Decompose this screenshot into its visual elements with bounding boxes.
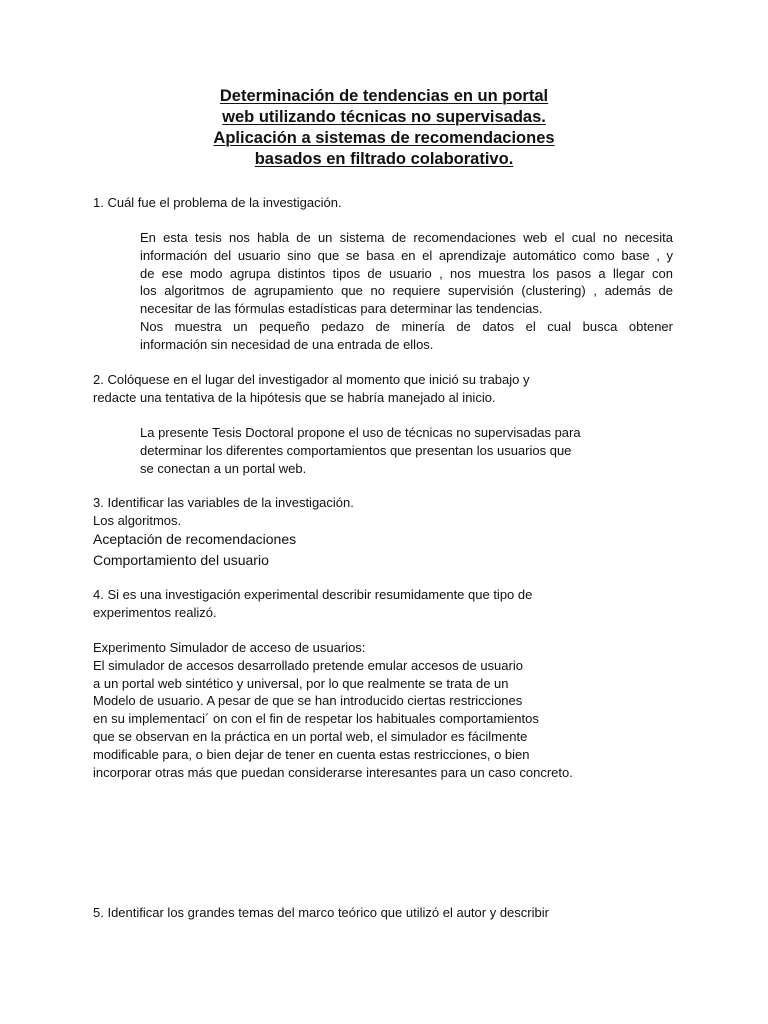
experiment-description — [93, 639, 573, 781]
answer-1-line: necesitar de las fórmulas estadísticas para determinar las tendencias. — [140, 301, 543, 317]
title-line: Aplicación a sistemas de recomendaciones — [213, 129, 555, 147]
question-4-line: experimentos realizó. — [93, 604, 217, 620]
experiment-line: que se observan en la práctica en un portal web, el simulador es fácilmente — [93, 728, 528, 744]
variable-item: Aceptación de recomendaciones — [93, 531, 297, 547]
variable-item: Los algoritmos. — [93, 513, 182, 528]
title-line: basados en filtrado colaborativo. — [254, 150, 514, 168]
question-3: 3. Identificar las variables de la investigación. — [93, 495, 354, 510]
experiment-line: El simulador de accesos desarrollado pretende emular accesos de usuario — [93, 657, 523, 673]
question-2-line: redacte una tentativa de la hipótesis que se habría manejado al inicio. — [93, 389, 496, 405]
question-5: 5. Identificar los grandes temas del marco teórico que utilizó el autor y describir — [93, 905, 549, 920]
answer-1-line: En esta tesis nos habla de un sistema de recomendaciones web el cual no necesita — [140, 230, 673, 245]
question-4 — [93, 586, 532, 622]
experiment-line: modificable para, o bien dejar de tener en cuenta estas restricciones, o bien — [93, 746, 530, 762]
experiment-line: a un portal web sintético y universal, por lo que realmente se trata de un — [93, 675, 509, 691]
answer-2-line: La presente Tesis Doctoral propone el uso de técnicas no supervisadas para — [140, 425, 581, 440]
title-line: web utilizando técnicas no supervisadas. — [222, 108, 546, 126]
question-2 — [93, 371, 529, 407]
experiment-line: en su implementaci´ on con el fin de respetar los habituales comportamientos — [93, 711, 539, 727]
answer-2-line: determinar los diferentes comportamientos que presentan los usuarios que — [140, 442, 572, 458]
answer-1 — [140, 229, 673, 354]
experiment-line: Experimento Simulador de acceso de usuarios: — [93, 640, 366, 655]
title-line: Determinación de tendencias en un portal — [219, 87, 549, 105]
answer-2-line: se conectan a un portal web. — [140, 460, 307, 476]
question-1: 1. Cuál fue el problema de la investigación. — [93, 195, 342, 210]
answer-1-line: información sin necesidad de una entrada de ellos. — [140, 336, 434, 352]
experiment-line: Modelo de usuario. A pesar de que se han introducido ciertas restricciones — [93, 693, 523, 709]
answer-1-line: Nos muestra un pequeño pedazo de minería de datos el cual busca obtener — [140, 318, 673, 334]
variable-item: Comportamiento del usuario — [93, 552, 269, 568]
experiment-line: incorporar otras más que puedan considerarse interesantes para un caso concreto. — [93, 764, 573, 780]
answer-1-line: de ese modo agrupa distintos tipos de usuario , nos muestra los pasos a llegar con — [140, 265, 673, 281]
answer-1-line: información del usuario sino que se basa en el aprendizaje automático como base , y — [140, 247, 673, 263]
document-title — [150, 86, 618, 170]
question-4-line: 4. Si es una investigación experimental describir resumidamente que tipo de — [93, 587, 533, 602]
answer-1-line: los algoritmos de agrupamiento que no requiere supervisión (clustering) , además de — [140, 283, 673, 299]
question-2-line: 2. Colóquese en el lugar del investigador al momento que inició su trabajo y — [93, 372, 530, 387]
answer-2 — [140, 424, 581, 477]
